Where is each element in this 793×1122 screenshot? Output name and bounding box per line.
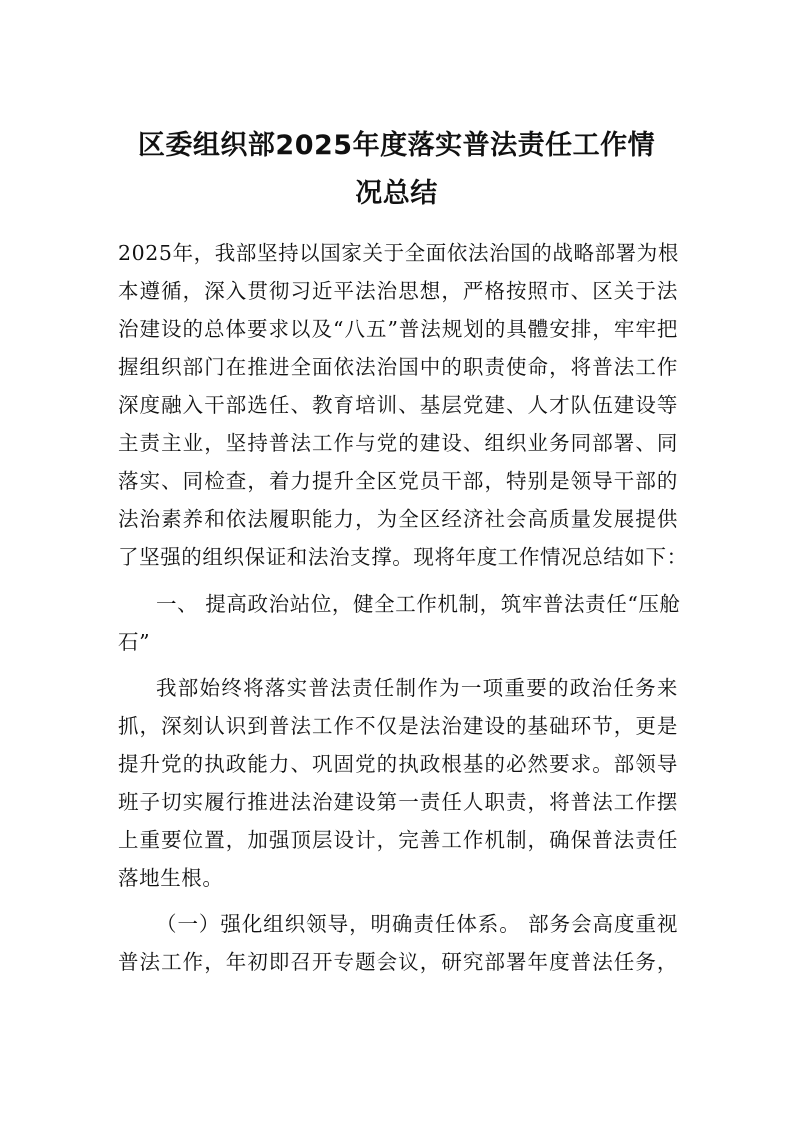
intro-line-2: 本遵循，深入贯彻习近平法治思想，严格按照市、区关于法 <box>118 279 678 303</box>
section-heading-1-line-1: 一、 提高政治站位，健全工作机制，筑牢普法责任“压舱 <box>156 592 681 616</box>
document-title-line-1: 区委组织部2025年度落实普法责任工作情 <box>137 130 656 161</box>
para3-line-2: 普法工作，年初即召开专题会议，研究部署年度普法任务， <box>118 950 678 974</box>
para2-line-3: 提升党的执政能力、巩固党的执政根基的必然要求。部领导 <box>118 752 678 776</box>
para2-line-6: 落地生根。 <box>118 866 224 890</box>
intro-line-9: 了坚强的组织保证和法治支撑。现将年度工作情况总结如下： <box>118 545 688 569</box>
para3-line-1: （一）强化组织领导，明确责任体系。 部务会高度重视 <box>156 912 678 936</box>
para2-line-2: 抓，深刻认识到普法工作不仅是法治建设的基础环节，更是 <box>118 714 678 738</box>
intro-line-4: 握组织部门在推进全面依法治国中的职责使命，将普法工作 <box>118 355 678 379</box>
document-title-line-2: 况总结 <box>355 178 438 209</box>
intro-line-6: 主责主业，坚持普法工作与党的建设、组织业务同部署、同 <box>118 431 678 455</box>
intro-line-7: 落实、同检查，着力提升全区党员干部，特别是领导干部的 <box>118 469 678 493</box>
intro-line-8: 法治素养和依法履职能力，为全区经济社会高质量发展提供 <box>118 507 678 531</box>
intro-line-3: 治建设的总体要求以及“八五”普法规划的具體安排，牢牢把 <box>118 317 678 341</box>
para2-line-4: 班子切实履行推进法治建设第一责任人职责，将普法工作摆 <box>118 790 678 814</box>
para2-line-1: 我部始终将落实普法责任制作为一项重要的政治任务来 <box>156 676 678 700</box>
section-heading-1-line-2: 石” <box>118 630 151 654</box>
para2-line-5: 上重要位置，加强顶层设计，完善工作机制，确保普法责任 <box>118 828 678 852</box>
intro-line-5: 深度融入干部选任、教育培训、基层党建、人才队伍建设等 <box>118 393 678 417</box>
intro-line-1: 2025年，我部坚持以国家关于全面依法治国的战略部署为根 <box>118 241 679 265</box>
